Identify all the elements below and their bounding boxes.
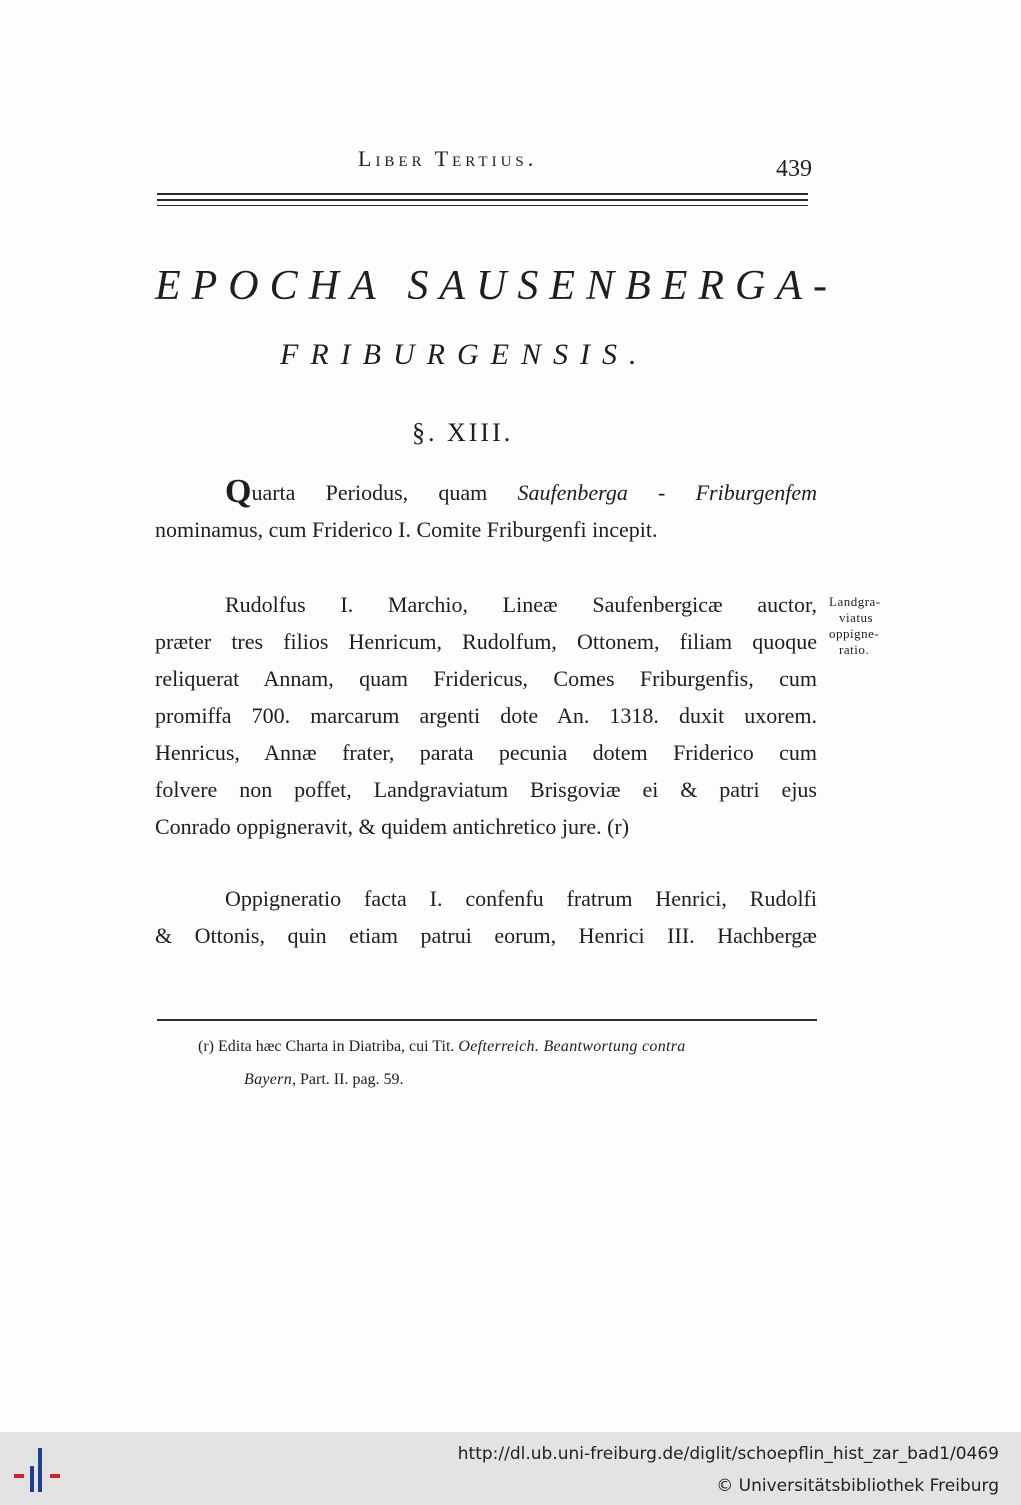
text-line: & Ottonis, quin etiam patrui eorum, Henrici III. Hachbergæ bbox=[155, 923, 817, 948]
margin-note-line: ratio. bbox=[839, 642, 870, 657]
footnote-rule bbox=[157, 1019, 817, 1021]
text-line: promiffa 700. marcarum argenti dote An. 1318. duxit uxorem. bbox=[155, 703, 817, 728]
margin-note-line: oppigne- bbox=[829, 626, 880, 641]
footer-copyright: © Universitätsbibliothek Freiburg bbox=[716, 1476, 999, 1496]
text-line: reliquerat Annam, quam Fridericus, Comes Friburgenfis, cum bbox=[155, 666, 817, 691]
header-rule bbox=[157, 199, 808, 201]
page-number: 439 bbox=[776, 156, 812, 182]
library-logo-icon[interactable] bbox=[14, 1446, 66, 1494]
running-head: Liber Tertius. bbox=[358, 146, 538, 171]
text-line: Oppigneratio facta I. confenfu fratrum Henrici, Rudolfi bbox=[225, 886, 817, 911]
drop-cap: Q bbox=[225, 473, 252, 510]
text-line: Henricus, Annæ frater, parata pecunia dotem Friderico cum bbox=[155, 740, 817, 765]
footer-url-link[interactable]: http://dl.ub.uni-freiburg.de/diglit/schoepflin_hist_zar_bad1/0469 bbox=[457, 1444, 999, 1464]
paragraph-3 bbox=[155, 880, 817, 954]
footnote-line: Bayern, Part. II. pag. 59. bbox=[244, 1071, 404, 1088]
footer-bar bbox=[0, 1432, 1021, 1505]
text-line: Conrado oppigneravit, & quidem antichretico jure. (r) bbox=[155, 814, 630, 839]
text-line: præter tres filios Henricum, Rudolfum, Ottonem, filiam quoque bbox=[155, 629, 817, 654]
text-line: Quarta Periodus, quam Saufenberga - Friburgenfem bbox=[225, 473, 817, 510]
footnote-line: (r) Edita hæc Charta in Diatriba, cui Tit. Oefterreich. Beantwortung contra bbox=[198, 1038, 686, 1055]
paragraph-2 bbox=[155, 586, 817, 845]
title-line-2: FRIBURGENSIS. bbox=[280, 338, 649, 371]
footnote bbox=[198, 1030, 823, 1096]
text-line: nominamus, cum Friderico I. Comite Friburgenfi incepit. bbox=[155, 517, 658, 542]
section-heading: §. XIII. bbox=[412, 418, 514, 447]
text-line: Rudolfus I. Marchio, Lineæ Saufenbergicæ auctor, bbox=[225, 592, 817, 617]
margin-note-line: viatus bbox=[839, 610, 874, 625]
footnote-marker: (r) bbox=[198, 1038, 214, 1055]
text-line: folvere non poffet, Landgraviatum Brisgoviæ ei & patri ejus bbox=[155, 777, 817, 802]
header-rule bbox=[157, 193, 808, 195]
header-rule bbox=[157, 205, 808, 206]
title-line-1: EPOCHA SAUSENBERGA- bbox=[155, 263, 838, 309]
paragraph-1 bbox=[155, 473, 817, 548]
margin-note-line: Landgra- bbox=[829, 594, 881, 609]
margin-note bbox=[829, 594, 909, 658]
